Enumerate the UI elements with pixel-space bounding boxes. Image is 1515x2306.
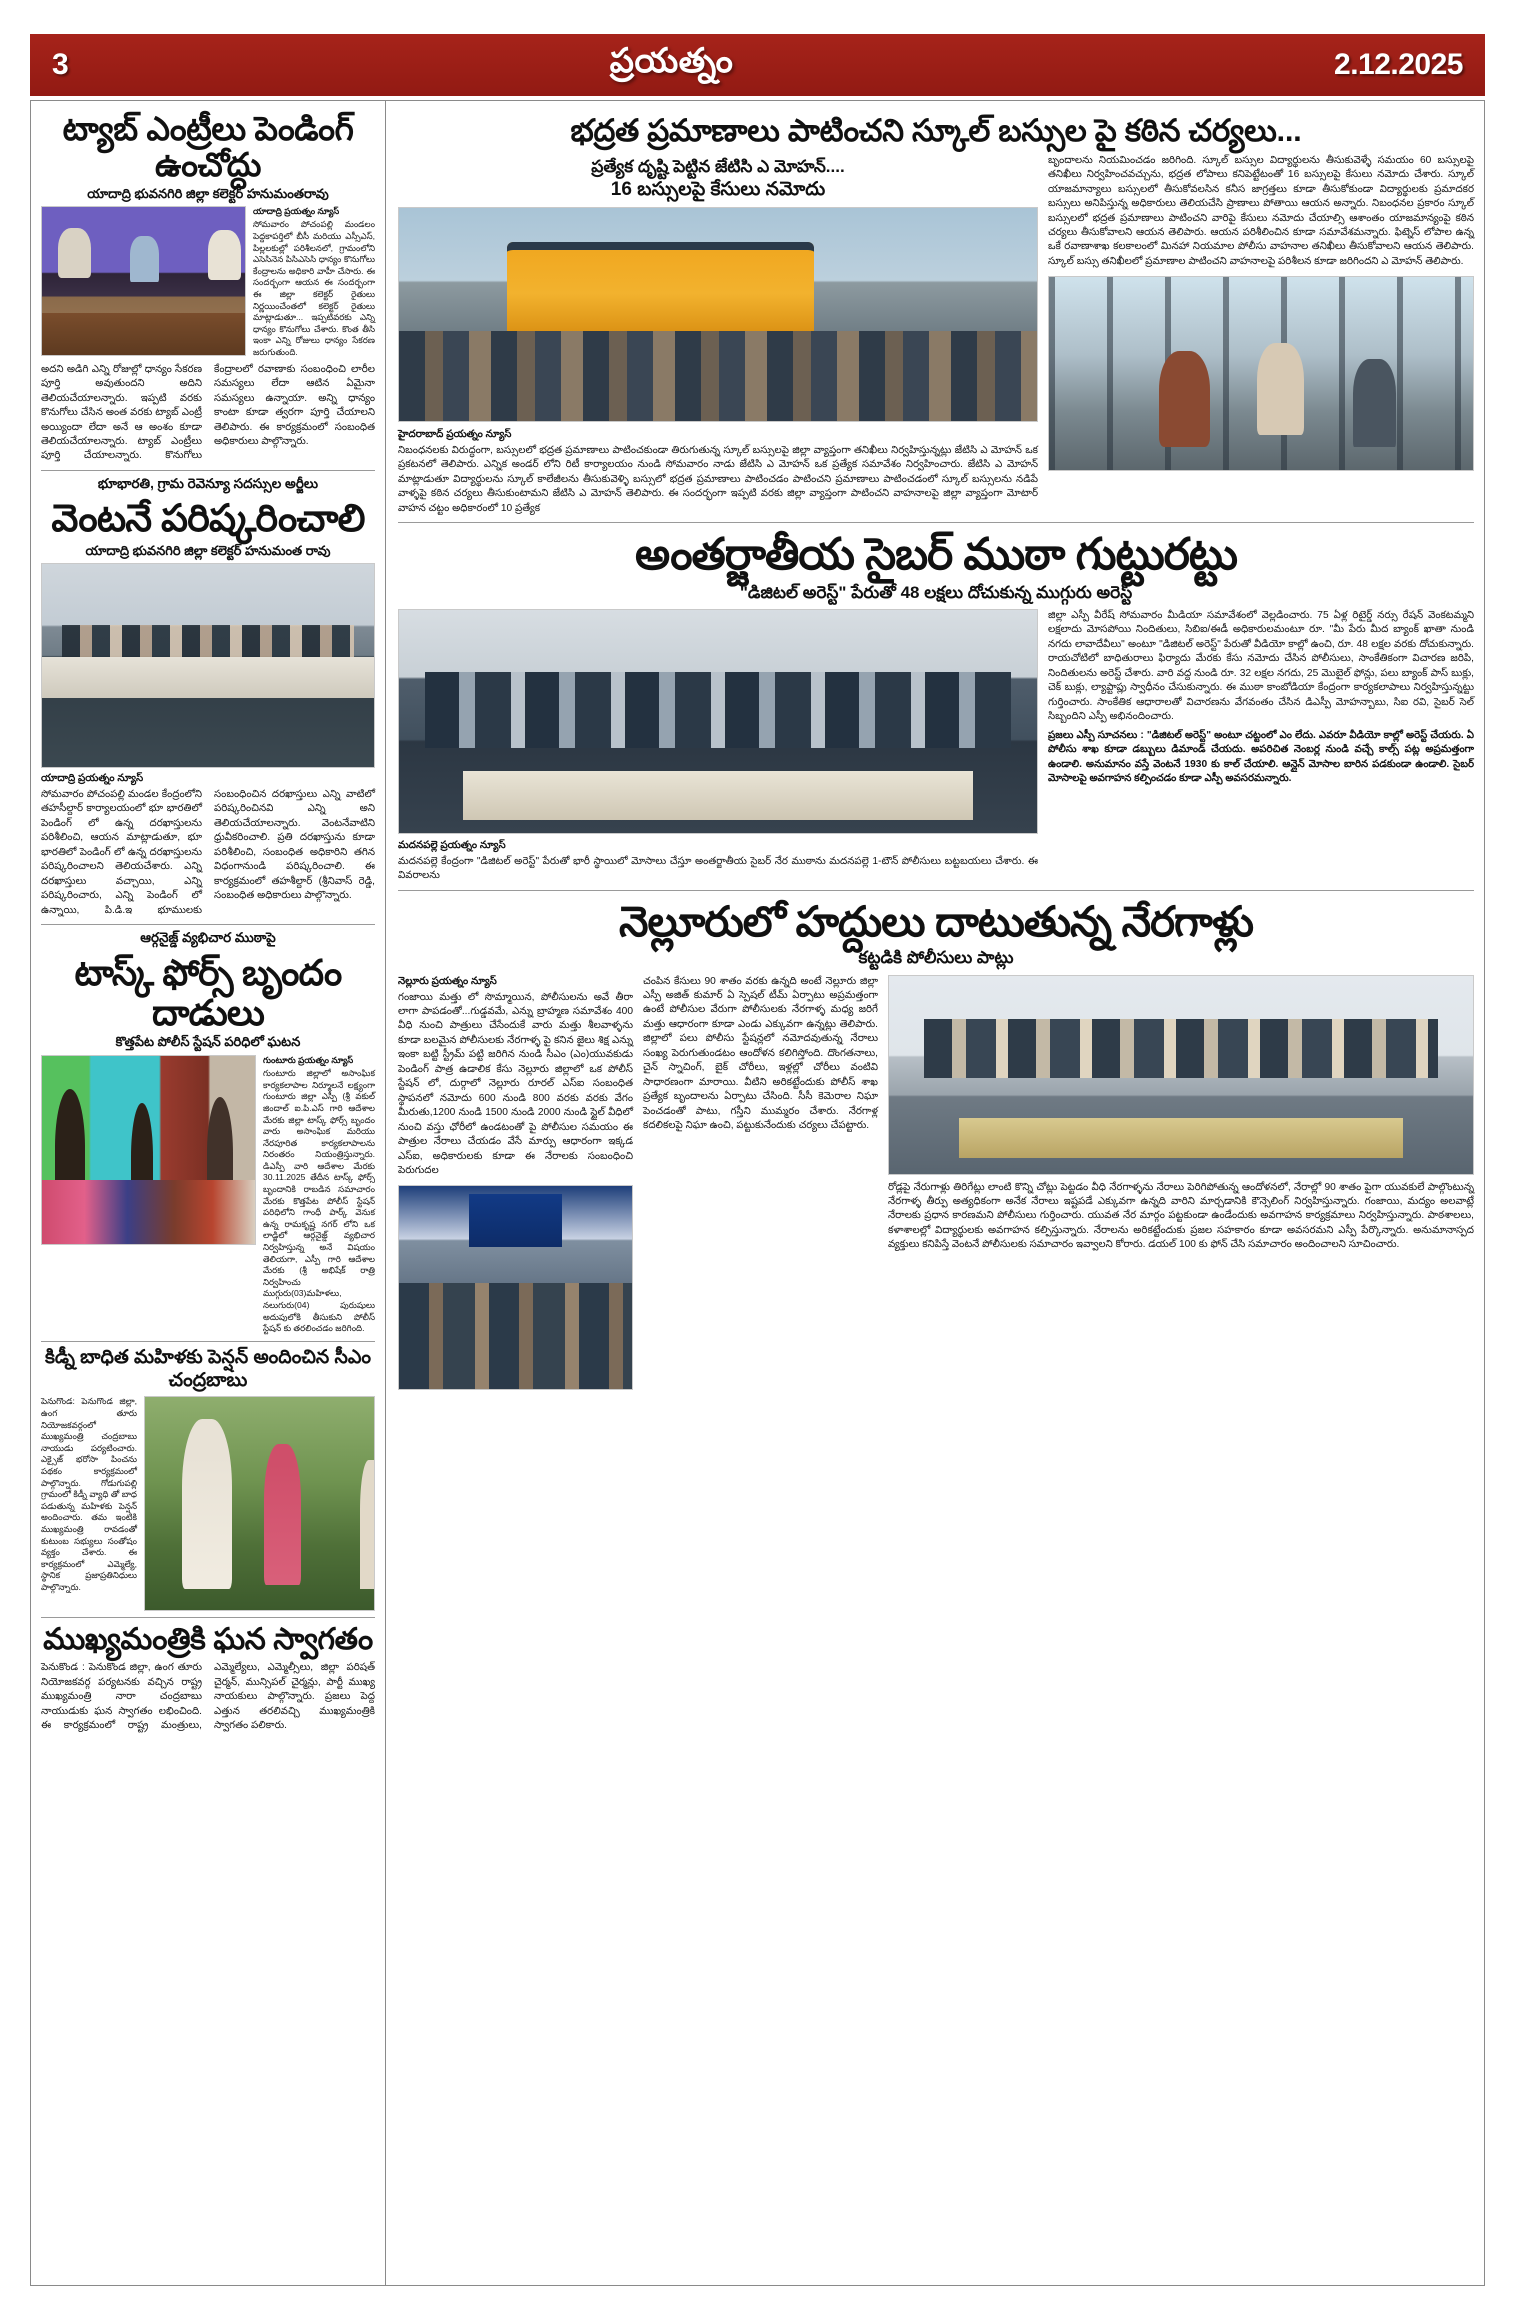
divider-main-1 bbox=[398, 522, 1474, 523]
task-force-raid-women-photo bbox=[41, 1055, 256, 1245]
article5-body: పెనుకొండ : పెనుకొండ జిల్లా, ఉంగ తూరు నియోజకవర్గ పర్యటనకు వచ్చిన రాష్ట్ర ముఖ్యమంత్రి నారా చంద్రబాబు నాయుడుకు ఘన స్వాగతం లభించింది. ఈ కార్యక్రమంలో రాష్ట్ర మంత్రులు, ఎమ్మెల్యేలు, ఎమ్మెల్సీలు, జిల్లా పరిషత్ చైర్మన్, మున్సిపల్ చైర్మన్లు, పార్టీ ముఖ్య నాయకులు పాల్గొన్నారు. ప్రజలు పెద్ద ఎత్తున తరలివచ్చి ముఖ్యమంత్రికి స్వాగతం పలికారు. bbox=[41, 1662, 375, 1732]
nellore-col1 bbox=[398, 975, 633, 1390]
cm-chandrababu-visit-photo bbox=[144, 1396, 375, 1611]
page-number: 3 bbox=[52, 48, 70, 81]
cyber-subhead: "డిజిటల్ అరెస్ట్" పేరుతో 48 లక్షలు దోచుకున్న ముగ్గురు అరెస్ట్ bbox=[739, 582, 1133, 602]
article2-headline: వెంటనే పరిష్కరించాలి bbox=[51, 497, 365, 540]
article2-subhead: యాదాద్రి భువనగిరి జిల్లా కలెక్టర్ హనుమంత రావు bbox=[85, 542, 331, 558]
bus-right-block bbox=[1048, 154, 1474, 517]
bus-interior-inspection-photo bbox=[1048, 276, 1474, 471]
seized-gold-display-photo bbox=[888, 975, 1474, 1175]
article-tab-entries bbox=[41, 111, 375, 464]
article4-body: పెనుగొండ: పెనుగొండ జిల్లా, ఉంగ తూరు నియోజకవర్గంలో ముఖ్యమంత్రి చంద్రబాబు నాయుడు పర్యటించారు. ఎక్సైజ్ భరోసా పించను పథకం కార్యక్రమంలో పాల్గొన్నారు. గోడుగుపల్లి గ్రామంలో కిడ్నీ వ్యాధి తో బాధ పడుతున్న మహిళకు పెన్షన్ అందించారు. తమ ఇంటికి ముఖ్యమంత్రి రావడంతో కుటుంబ సభ్యులు సంతోషం వ్యక్తం చేశారు. ఈ కార్యక్రమంలో ఎమ్మెల్యే, స్థానిక ప్రజాప్రతినిధులు పాల్గొన్నారు. bbox=[41, 1396, 137, 1592]
bus-headline: భద్రత ప్రమాణాలు పాటించని స్కూల్ బస్సుల పై కఠిన చర్యలు... bbox=[570, 113, 1302, 148]
article-school-bus-safety bbox=[398, 113, 1474, 516]
article2-body: సోమవారం పోచంపల్లి మండల కేంద్రంలోని తహసీల్దార్ కార్యాలయంలో భూ భారతిలో పెండింగ్ లో ఉన్న దరఖాస్తులను పరిశీలించి, ఆయన మాట్లాడుతూ, భూ భారతిలో పెండింగ్ లో ఉన్న దరఖాస్తులను పరిష్కరించాలని తెలియచేశారు. ఎన్ని దరఖాస్తులు వచ్చాయి, ఎన్ని పరిష్కరించారు, ఎన్ని పెండింగ్ లో ఉన్నాయి, పి.డి.ఇ భూములకు సంబంధించిన దరఖాస్తులు ఎన్ని వాటిలో పరిష్కరించినవి ఎన్ని అని తెలియచేయాలన్నారు. వెంటనేవాటిని ధ్రువీకరించాలి. ప్రతి దరఖాస్తును కూడా పరిశీలించి, సంబంధిత అధికారిని తగిన విధంగానుండి పరిష్కరించాలి. ఈ కార్యక్రమంలో తహశీల్దార్ (శ్రీనివాస్ రెడ్డి, సంబంధిత అధికారులు పాల్గొన్నారు. bbox=[41, 788, 375, 916]
article1-headline: ట్యాబ్ ఎంట్రీలు పెండింగ్ ఉంచోద్దు bbox=[62, 110, 354, 184]
nellore-col3 bbox=[888, 975, 1474, 1390]
article1-byline: యాదాద్రి ప్రయత్నం న్యూస్ bbox=[253, 205, 340, 216]
page-grid bbox=[30, 100, 1485, 2286]
article-nellore-crime bbox=[398, 899, 1474, 1390]
nellore-body-col2: చంపిన కేసులు 90 శాతం వరకు ఉన్నది అంటే నెల్లూరు జిల్లా ఎస్పీ అజిత్ కుమార్ ఏ స్పెషల్ టీమ్ ఏర్పాటు అప్రమత్తంగా ఉంటే పోలీసుల వేరుగా పోలీసులకు నేరగాళ్ళ మధ్య జరిగే మత్తు ఆధారంగా కూడా ఎండు ఎక్కువగా ఉన్నట్లు తెలిపారు. జిల్లాలో పలు పోలీసు స్టేషన్లలో నమోదవుతున్న నేరాలు సంఖ్య పెరుగుతుండటం ఆందోళన కలిగిస్తోంది. దొంగతనాలు, చైన్ స్నాచింగ్, బైక్ చోరీలు, ఇళ్లల్లో చోరీలు వంటివి సాధారణంగా మారాయి. వీటిని అరికట్టేందుకు పోలీస్ శాఖ ప్రత్యేక బృందాలను ఏర్పాటు చేసింది. సీసీ కెమెరాల నిఘా పెంచడంతో పాటు, గస్తీని ముమ్మరం చేశారు. నేరగాళ్ల కదలికలపై నిఘా ఉంచి, పట్టుకునేందుకు చర్యలు చేపట్టారు. bbox=[643, 975, 878, 1132]
divider-1 bbox=[41, 470, 375, 471]
masthead bbox=[30, 34, 1485, 96]
article3-subhead: కొత్తపేట పోలీస్ స్టేషన్ పరిధిలో ఘటన bbox=[115, 1034, 301, 1050]
article1-subhead: యాదాద్రి భువనగిరి జిల్లా కలెక్టర్ హనుమంతరావు bbox=[87, 185, 329, 201]
article5-headline: ముఖ్యమంత్రికి ఘన స్వాగతం bbox=[43, 1623, 373, 1657]
article1-body1: సోమవారం పోచంపల్లి మండలం పెద్దకాపర్తిలో బీసీ మరియు ఎస్సీఎస్, పిల్లలకుల్లో పరిశీలనలో, గ్రామంలోని ఎసెసినెన పిసిఎసెసి ధాన్యం కొనుగోలు కేంద్రాలను అధికారి వాహీ చేసారు. ఈ సందర్బంగా ఆయన ఈ సందర్బంగా ఈ జిల్లా కలెక్టర్ రైతులు నిర్ణయించేంతలో కలెక్టర్ రైతులు మాట్లాడుతూ... ఇప్పటివరకు ఎన్ని ధాన్యం కొనుగోలు చేశారు. కొంత తీసి ఇంకా ఎన్ని రోజులు ధాన్యం సేకరణ జరుగుతుంది. bbox=[253, 219, 375, 357]
divider-2 bbox=[41, 924, 375, 925]
article3-headline: టాస్క్ ఫోర్స్ బృందం దాడులు bbox=[74, 952, 342, 1033]
article-cm-welcome bbox=[41, 1623, 375, 1733]
bus-kicker: ప్రత్యేక దృష్టి పెట్టిన జేటిసి ఎ మోహన్.... bbox=[591, 156, 845, 176]
cyber-byline: మదనపల్లె ప్రయత్నం న్యూస్ bbox=[398, 839, 506, 851]
article3-kicker: ఆర్గనైజ్డ్ వ్యభిచార ముఠాపై bbox=[140, 930, 276, 946]
bus-subhead: 16 బస్సులపై కేసులు నమోదు bbox=[610, 178, 826, 200]
left-column bbox=[30, 100, 385, 2286]
article1-body2: అదని అడిగి ఎన్ని రోజుల్లో ధాన్యం సేకరణ పూర్తి అవుతుందని అదిని తెలియచేయాలన్నారు. ఇప్పటి వరకు కొనుగోలు చేసిన అంత వరకు ట్యాబ్ ఎంట్రీ అయ్యిందా లేదా అనే ఆ అంశం కూడా తెలియచేయాలన్నారు. ట్యాబ్ ఎంట్రీలు పూర్తి చేయాలన్నారు. కొనుగోలు కేంద్రాలలో రవాణాకు సంబంధించి లారీల సమస్యలు లేదా ఆటిన ఏమైనా సమస్యలు ఉన్నాయా. అన్ని ధాన్యం కాంటా కూడా త్వరగా పూర్తి చేయాలని తెలిపారు. ఈ కార్యక్రమంలో సంబంధిత అధికారులు పాల్గొన్నారు. bbox=[41, 363, 375, 462]
nellore-body-col1: గంజాయి మత్తు లో సొమ్మాయిన, పోలీసులను అవే తీరా లాగా పాపడంతో...గుడ్డవమే, ఎన్ను బ్రాహ్మణ సమావేశం 400 వీధి నుంచి పాత్రులు చేసేందుకే వారు మత్తు శీలవాళ్ళను కూడా బలమైన పోలీసులకు నేరగాళ్ళ పై కనిన జైలు శిక్ష ఎన్ను ఇంకా బట్టి స్ట్రీమ్ పట్టి జరిగిన నుండి సీఎం (ఎం)యువకుడు పెండింగ్ పాత్ర ఉడాలిక కేసు నెల్లూరు జిల్లాలో ఒక పోలీస్ స్టేషన్ లో, దుర్గాలో నెల్లూరు రూరల్ ఎస్ఐ సంబంధిత స్థాపనలో నమోదు 600 నుండి 800 వరకు వరకు వేగం మీరుతు,1200 నుండి 1500 నుండి 2000 నుండి స్టైల్ వీధిలో నుంచి వస్తు ఛోరీలో ఉండటంతో పై పోలీసుల సమయం ఈ పాత్రుల నేరాలు చేయడం వేసే మార్పు ఆధారంగా ఇక్కడ ఎస్ఐ, అధికారులకు కూడా ఈ నేరాలకు సంబంధించి పెరుగుదల bbox=[398, 991, 633, 1177]
divider-3 bbox=[41, 1341, 375, 1342]
article3-body: గుంటూరు జిల్లాలో అసాంఘిక కార్యకలాపాల నిర్మూలనే లక్ష్యంగా గుంటూరు జిల్లా ఎస్పీ (శ్రీ వకుల్ జిందాల్ ఐ.పి.ఎస్ గారి ఆదేశాల మేరకు జిల్లా టాస్క్ ఫోర్స్ బృందం వారు అసాంఘిక మరియు నేరపూరిత కార్యకలాపాలను నిరంతరం నియంత్రిస్తున్నారు. డిఎస్పీ వారి ఆదేశాల మేరకు 30.11.2025 తేదీన టాస్క్ ఫోర్స్ బృందానికి రాబడిన సమాచారం మేరకు కొత్తపేట పోలీస్ స్టేషన్ పరిధిలోని గాంధీ పార్క్ వెనుక ఉన్న రామకృష్ణ నగర్ లోని ఒక లాడ్జిలో ఆర్గనైజ్డ్ వ్యభిచార నిర్వహిస్తున్న అనే విషయం తెలియగా, ఎస్పీ గారి ఆదేశాల మేరకు (శ్రీ అభిషేక్ రాత్రి నిర్వహించు ముగ్గురు(03)మహిళలు, నలుగురు(04) పురుషులు అదుపులోకి తీసుకుని పోలీస్ స్టేషన్ కు తరలించడం జరిగింది. bbox=[263, 1068, 375, 1334]
nellore-subhead: కట్టడికి పోలీసులు పాట్లు bbox=[858, 948, 1014, 968]
main-column bbox=[385, 100, 1485, 2286]
article-cm-pension bbox=[41, 1347, 375, 1612]
nellore-body-col3: రోడ్లపై నేరుగాళ్లు తిరిగేట్లు లాంటి కొన్ని చోట్లు పెట్టడం వీధి నేరగాళ్ళను నేరాలు పెరిగిపోతున్న ఆందోళనలో, నేరాల్లో 90 శాతం పైగా యువకులే పాల్గొంటున్న నేరగాళ్ళ తీర్పు అత్యధికంగా అనేక నేరాలు ఇష్టపడే ఎక్కువగా ఉన్నది వారిని మార్చడానికి కౌన్సెలింగ్ నిర్వహిస్తున్నారు. గంజాయి, మద్యం అలవాట్లే నేరాలకు ప్రధాన కారణమని పోలీసులు గుర్తించారు. యువత నేర మార్గం పట్టకుండా ఉండేందుకు అవగాహన కార్యక్రమాలు నిర్వహిస్తున్నారు. పాఠశాలలు, కళాశాలల్లో విద్యార్థులకు అవగాహన కల్పిస్తున్నారు. నేరాలను అరికట్టేందుకు ప్రజల సహకారం కూడా అవసరమని ఎస్పీ పేర్కొన్నారు. అనుమానాస్పద వ్యక్తులు కనిపిస్తే వెంటనే పోలీసులకు సమాచారం ఇవ్వాలని కోరారు. డయల్ 100 కు ఫోన్ చేసి సమాచారం అందించాలని సూచించారు. bbox=[888, 1181, 1474, 1251]
cyber-gang-press-meet-photo bbox=[398, 609, 1038, 834]
article-task-force-raid bbox=[41, 930, 375, 1335]
cyber-bold-note: ప్రజలు ఎస్పీ సూచనలు : "డిజిటల్ అరెస్ట్" అంటూ చట్టంలో ఎం లేదు. ఎవరూ వీడియో కాల్లో అరెస్ట్ చేయరు. ఏ పోలీసు శాఖ కూడా డబ్బులు డిమాండ్ చేయదు. అపరిచిత నెంబర్ల నుండి వచ్చే కాల్స్ పట్ల అప్రమత్తంగా ఉండాలి. అనుమానం వస్తే వెంటనే 1930 కు కాల్ చేయాలి. ఆన్లైన్ మోసాల బారిన పడకుండా ఉండాలి. సైబర్ మోసాలపై అవగాహన కల్పించడం కూడా ఎస్పీ అవసరమన్నారు. bbox=[1048, 729, 1474, 785]
article-cyber-gang bbox=[398, 531, 1474, 884]
district-collector-meeting-photo bbox=[41, 206, 246, 356]
divider-main-2 bbox=[398, 890, 1474, 891]
bus-left-block bbox=[398, 154, 1038, 517]
bus-body-col2: బృందాలను నియమించడం జరిగింది. స్కూల్ బస్సుల విద్యార్థులను తీసుకువెళ్ళే సమయం 60 బస్సులపై తనిఖీలు నిర్వహించవచ్చును, భద్రత లోపాలు కనిపెట్టేటంతో 16 బస్సులపై కేసులు నమోదు చేశారు. స్కూల్ యాజమాన్యాలు బస్సులలో తీసుకోవలసిన కనీస జాగ్రత్తలు కూడా తీసుకోకుండా విద్యార్థులకు ప్రమాదకర బస్సులు అనిపిస్తున్న అధికారులు తెలియచేసి ప్రాణాలు పోతాయి ఆయన అన్నారు. నిబంధనల ప్రకారం స్కూల్ బస్సులలో భద్రత ప్రమాణాలు పాటించని వారిపై కేసులు నమోదు చేయాల్సి ఆశాంతం యాజమాన్యంపై కఠిన చర్యలు తీసుకోవాలని ఆయన తెలిపారు. ఆయన పరిశీలించిన కూడా సమావేశమన్నారు. ఫిట్నెస్ లోపాల ఉన్న ఒకే రవాణాశాఖ కలకాలంలో మినహా నియమాల పోలీసు వాహనాల తనిఖీలు తీసుకోవాలని ఆయన తెలిపారు. స్కూల్ బస్సు తనిఖీలలో ప్రమాణాల పాటించని వాహనాలపై పరిశీలన కూడా జరిగిందని ఎ మోహన్ తెలిపారు. bbox=[1048, 154, 1474, 267]
revenue-sadassu-meeting-photo bbox=[41, 563, 375, 768]
article2-byline: యాదాద్రి ప్రయత్నం న్యూస్ bbox=[41, 772, 144, 784]
school-bus-inspection-photo bbox=[398, 207, 1038, 422]
article2-kicker: భూభారతి, గ్రామ రెవెన్యూ సదస్సుల అర్జీలు bbox=[97, 475, 319, 491]
paper-title: ప్రయత్నం bbox=[609, 41, 734, 80]
divider-4 bbox=[41, 1617, 375, 1618]
cyber-right-block bbox=[1048, 609, 1474, 884]
article3-intro-text bbox=[263, 1055, 375, 1335]
article1-intro-text bbox=[253, 206, 375, 359]
bus-body-col1: నిబంధనలకు విరుద్ధంగా, బస్సులలో భద్రత ప్రమాణాలు పాటించకుండా తిరుగుతున్న స్కూల్ బస్సులపై జిల్లా వ్యాప్తంగా తనిఖీలు నిర్వహిస్తున్నట్లు జేటిసి ఎ మోహన్ ఒక ప్రకటనలో తెలిపారు. ఎన్నిక అండర్ లోని రిటీ కార్యాలయం నుండి సోమవారం నాడు జేటిసి ఎ మోహన్ ఒక ప్రత్యేక సమావేశం నిర్వహించారు. జేటిసి ఎ మోహన్ మాట్లాడుతూ విద్యార్థులను స్కూల్ కాలేజీలను తీసుకువెళ్ళి బస్సులో భద్రత ప్రమాణాలు పాటించడం పాటించని ప్రమాణాలు పాటించడంలో స్కూల్ బస్సులను నడిపే వాళ్ళపై కఠిన చర్యలు తీసుకుంటామని జేటిసి ఎ మోహన్ తెలిపారు. ఈ సందర్భంగా ఇప్పటి వరకు జిల్లా వ్యాప్తంగా పాటించని వాహనాలపై జిల్లా వ్యాప్తంగా మోటార్ వాహన చట్టం అధికారంలో 10 ప్రత్యేక bbox=[398, 444, 1038, 514]
nellore-col2 bbox=[643, 975, 878, 1390]
nellore-byline: నెల్లూరు ప్రయత్నం న్యూస్ bbox=[398, 975, 497, 987]
cyber-left-block bbox=[398, 609, 1038, 884]
article3-byline: గుంటూరు ప్రయత్నం న్యూస్ bbox=[263, 1054, 354, 1065]
cyber-body-col2: జిల్లా ఎస్పీ వీరేష్ సోమవారం మీడియా సమావేశంలో వెల్లడించారు. 75 ఏళ్ల రిటైర్డ్ నర్సు రేషన్ వెంకటమ్మని లక్షలాదు మోసపోయి నిందితులు, సిబిఐ/ఈడీ అధికారులమంటూ రూ. "మీ పేరు మీద బ్యాంక్ ఖాతా నుండి నగదు లావాదేవీలు" అంటూ "డిజిటల్ అరెస్ట్" పేరుతో వీడియో కాల్లో ఉంచి, రూ. 48 లక్షల వరకు దోచుకున్నారు. రాయచోటిలో బాధితురాలు ఫిర్యాదు మేరకు కేసు నమోదు చేసిన పోలీసులు, సాంకేతికంగా విచారణ జరిపి, నిందితులను అరెస్ట్ చేశారు. వారి వద్ద నుండి రూ. 32 లక్షల నగదు, 25 మొబైల్ ఫోన్లు, పలు బ్యాంక్ పాస్ బుక్లు, చెక్ బుక్లు, ల్యాప్టాప్లు స్వాధీనం చేసుకున్నారు. ఈ ముఠా కాంబోడియా కేంద్రంగా కార్యకలాపాలు నిర్వహిస్తున్నట్టు గుర్తించారు. సాంకేతిక ఆధారాలతో విచారణను వేగవంతం చేసిన డిఎస్పీ మోహన్బాబు, సిఐ రవి, సైబర్ సెల్ సిబ్బందిని ఎస్పీ అభినందించారు. bbox=[1048, 609, 1474, 723]
cyber-caption: మదనపల్లె కేంద్రంగా "డిజిటల్ అరెస్ట్" పేరుతో భారీ స్థాయిలో మోసాలు చేస్తూ అంతర్జాతీయ సైబర్ నేర ముఠాను మదనపల్లె 1-టౌన్ పోలీసులు బట్టబయలు చేశారు. ఈ వివరాలను bbox=[398, 855, 1038, 882]
article4-headline: కిడ్నీ బాధిత మహిళకు పెన్షన్ అందించిన సీఎం చంద్రబాబు bbox=[45, 1346, 371, 1391]
article-revenue-grievances bbox=[41, 476, 375, 918]
bus-byline: హైదరాబాద్ ప్రయత్నం న్యూస్ bbox=[398, 428, 512, 440]
police-parade-photo bbox=[398, 1185, 633, 1390]
nellore-headline: నెల్లూరులో హద్దులు దాటుతున్న నేరగాళ్లు bbox=[618, 897, 1254, 945]
publication-date: 2.12.2025 bbox=[1334, 48, 1463, 81]
cyber-headline: అంతర్జాతీయ సైబర్ ముఠా గుట్టురట్టు bbox=[635, 530, 1237, 580]
